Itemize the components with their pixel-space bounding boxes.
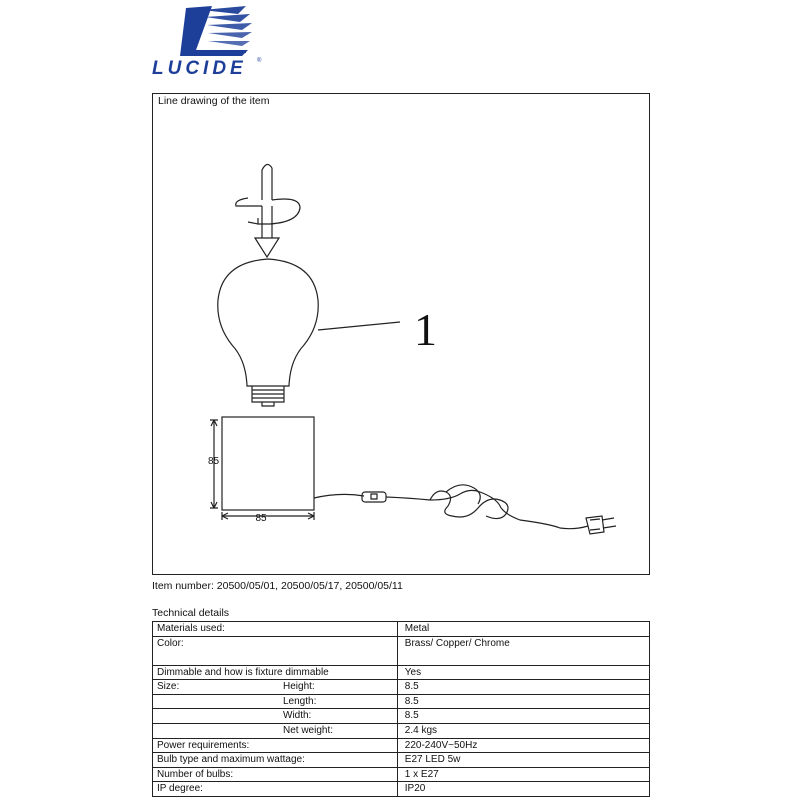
plug-drawing — [586, 516, 616, 534]
callout-line — [318, 322, 400, 330]
spec-value: 8.5 — [397, 709, 649, 724]
spec-label — [153, 709, 398, 724]
registered-mark: ® — [257, 58, 262, 64]
spec-label — [153, 680, 398, 695]
spec-label: IP degree: — [153, 782, 398, 797]
spec-value: Yes — [397, 665, 649, 680]
spec-row — [153, 636, 650, 665]
spec-row — [153, 694, 650, 709]
spec-label — [153, 694, 398, 709]
spec-label: Power requirements: — [153, 738, 398, 753]
item-number: Item number: 20500/05/01, 20500/05/17, 20500/05/11 — [152, 580, 403, 592]
spec-row — [153, 680, 650, 695]
spec-value: Brass/ Copper/ Chrome — [397, 636, 649, 665]
spec-row — [153, 782, 650, 797]
spec-label: Materials used: — [153, 622, 398, 637]
technical-details-title: Technical details — [152, 607, 230, 619]
spec-value: 1 x E27 — [397, 767, 649, 782]
cube-base-drawing — [222, 417, 314, 510]
spec-value: 2.4 kgs — [397, 723, 649, 738]
dim-height-label: 85 — [208, 456, 220, 467]
spec-sublabel: Net weight: — [283, 724, 334, 736]
technical-details-table — [152, 621, 650, 797]
spec-label: Dimmable and how is fixture dimmable — [153, 665, 398, 680]
spec-row — [153, 709, 650, 724]
twist-arrow-icon — [236, 164, 300, 257]
spec-value: E27 LED 5w — [397, 753, 649, 768]
drawing-caption: Line drawing of the item — [158, 95, 270, 107]
spec-value: 8.5 — [397, 680, 649, 695]
spec-label: Bulb type and maximum wattage: — [153, 753, 398, 768]
dim-width-label: 85 — [255, 513, 267, 524]
spec-sublabel: Length: — [283, 695, 317, 707]
spec-value: IP20 — [397, 782, 649, 797]
spec-row — [153, 665, 650, 680]
spec-row — [153, 753, 650, 768]
spec-value: 220-240V~50Hz — [397, 738, 649, 753]
spec-label: Number of bulbs: — [153, 767, 398, 782]
spec-label: Color: — [153, 636, 398, 665]
power-cable — [314, 494, 364, 498]
spec-sublabel: Height: — [283, 681, 315, 693]
spec-label — [153, 723, 398, 738]
callout-number: 1 — [414, 304, 437, 355]
spec-row — [153, 738, 650, 753]
spec-row — [153, 622, 650, 637]
bulb-drawing — [218, 259, 318, 406]
spec-value: Metal — [397, 622, 649, 637]
spec-sublabel: Width: — [283, 710, 312, 722]
brand-name: LUCIDE — [152, 58, 247, 79]
spec-row — [153, 723, 650, 738]
spec-label-main: Size: — [157, 681, 180, 693]
spec-value: 8.5 — [397, 694, 649, 709]
spec-row — [153, 767, 650, 782]
